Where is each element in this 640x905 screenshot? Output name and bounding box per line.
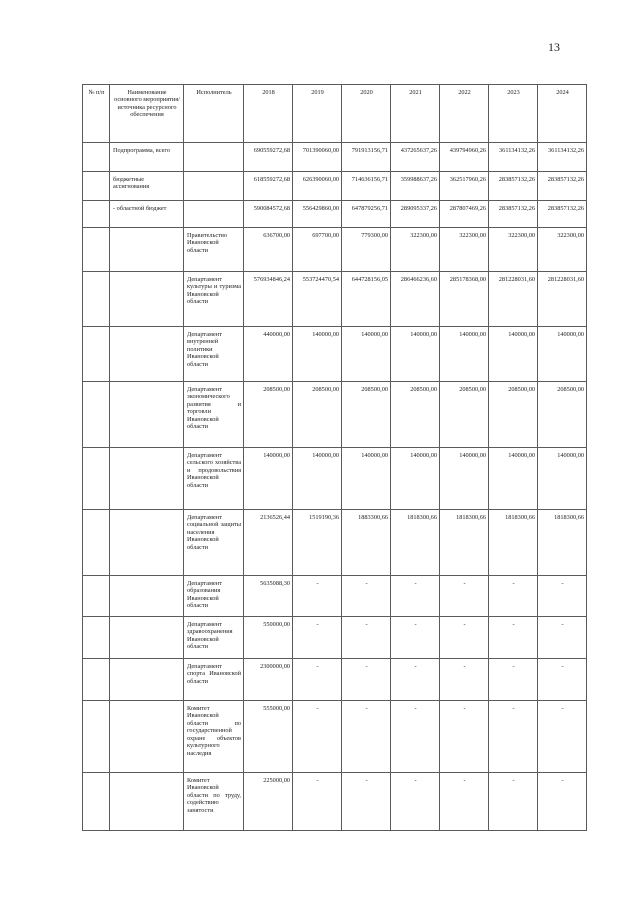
row-value-cell: 140000,00 [391,448,440,510]
row-executor-cell: Департамент социальной защиты населения Ивановской области [184,510,244,576]
row-value-cell: 140000,00 [440,327,489,382]
table-row [83,701,587,773]
row-value-cell: 322300,00 [440,228,489,272]
table-row [83,773,587,831]
row-value-cell: - [342,701,391,773]
row-executor-cell: Департамент здравоохранения Ивановской области [184,617,244,659]
page-number: 13 [548,40,560,54]
row-value-cell: - [342,576,391,617]
row-value-cell: - [342,659,391,701]
row-executor-cell: Правительство Ивановской области [184,228,244,272]
row-value-cell: - [293,576,342,617]
row-value-cell: - [391,617,440,659]
row-value-cell: 791913156,71 [342,143,391,172]
row-executor-cell: Департамент образования Ивановской области [184,576,244,617]
row-value-cell: 322300,00 [538,228,587,272]
table-row [83,327,587,382]
row-value-cell: - [391,773,440,831]
row-name-cell: Подпрограмма, всего [110,143,184,172]
row-value-cell: 2136526,44 [244,510,293,576]
row-name-cell [110,701,184,773]
row-value-cell: 208500,00 [538,382,587,448]
table-row [83,510,587,576]
row-value-cell: 690559272,68 [244,143,293,172]
row-value-cell: 283857132,26 [538,201,587,228]
row-name-cell: бюджетные ассигнования [110,172,184,201]
row-value-cell: 1883300,66 [342,510,391,576]
row-value-cell: 283857132,26 [489,201,538,228]
row-value-cell: - [489,576,538,617]
row-name-cell [110,659,184,701]
row-value-cell: 440000,00 [244,327,293,382]
table-body [83,143,587,831]
row-number-cell [83,382,110,448]
table-row [83,382,587,448]
row-value-cell: 286466236,60 [391,272,440,327]
table-row [83,272,587,327]
row-name-cell [110,327,184,382]
row-value-cell: - [293,701,342,773]
row-name-cell [110,448,184,510]
row-value-cell: 644728156,05 [342,272,391,327]
row-number-cell [83,510,110,576]
row-value-cell: - [538,659,587,701]
row-value-cell: 2300000,00 [244,659,293,701]
row-value-cell: 779300,00 [342,228,391,272]
row-executor-cell: Департамент сельского хозяйства и продовольствия Ивановской области [184,448,244,510]
row-value-cell: - [440,576,489,617]
row-value-cell: 283857132,26 [538,172,587,201]
row-value-cell: - [391,576,440,617]
row-value-cell: - [440,773,489,831]
row-name-cell [110,510,184,576]
row-name-cell [110,228,184,272]
row-value-cell: 140000,00 [342,327,391,382]
row-executor-cell: Департамент культуры и туризма Ивановской области [184,272,244,327]
row-number-cell [83,659,110,701]
row-value-cell: 287807469,26 [440,201,489,228]
row-name-cell: - областной бюджет [110,201,184,228]
row-value-cell: 140000,00 [391,327,440,382]
row-value-cell: 140000,00 [293,448,342,510]
row-value-cell: 647879256,71 [342,201,391,228]
header-cell-year: 2021 [391,85,440,143]
row-value-cell: 140000,00 [489,448,538,510]
row-value-cell: - [391,659,440,701]
table-row [83,576,587,617]
row-value-cell: - [440,701,489,773]
header-cell-number: № п/п [83,85,110,143]
row-executor-cell: Департамент экономического развития и торговли Ивановской области [184,382,244,448]
table-row [83,172,587,201]
row-value-cell: - [489,701,538,773]
row-executor-cell: Департамент внутренней политики Ивановской области [184,327,244,382]
row-value-cell: - [538,576,587,617]
row-value-cell: - [342,617,391,659]
row-value-cell: 590084572,68 [244,201,293,228]
row-value-cell: - [538,701,587,773]
row-value-cell: 283857132,26 [489,172,538,201]
table-row [83,659,587,701]
row-number-cell [83,172,110,201]
row-value-cell: 618559272,68 [244,172,293,201]
row-value-cell: - [293,659,342,701]
row-name-cell [110,272,184,327]
row-value-cell: 553724470,54 [293,272,342,327]
row-value-cell: 208500,00 [293,382,342,448]
row-value-cell: 208500,00 [391,382,440,448]
row-executor-cell [184,172,244,201]
header-cell-year: 2018 [244,85,293,143]
row-value-cell: 714636156,71 [342,172,391,201]
row-value-cell: 1818300,66 [440,510,489,576]
row-value-cell: - [489,659,538,701]
table-row [83,201,587,228]
row-value-cell: 281228031,60 [489,272,538,327]
funding-table [82,84,587,831]
row-value-cell: - [538,773,587,831]
row-value-cell: 701390060,00 [293,143,342,172]
row-value-cell: 225000,00 [244,773,293,831]
row-value-cell: - [538,617,587,659]
row-value-cell: 556429860,00 [293,201,342,228]
row-name-cell [110,382,184,448]
row-value-cell: 322300,00 [489,228,538,272]
row-value-cell: 208500,00 [489,382,538,448]
table-row [83,617,587,659]
row-number-cell [83,576,110,617]
row-number-cell [83,228,110,272]
row-value-cell: 359988637,26 [391,172,440,201]
row-value-cell: 626390060,00 [293,172,342,201]
row-value-cell: 555000,00 [244,701,293,773]
row-value-cell: 1818300,66 [538,510,587,576]
row-value-cell: 437265637,26 [391,143,440,172]
row-value-cell: 362517960,26 [440,172,489,201]
row-value-cell: - [440,659,489,701]
row-value-cell: 289095337,26 [391,201,440,228]
row-number-cell [83,448,110,510]
row-value-cell: 1818300,66 [391,510,440,576]
row-value-cell: - [489,617,538,659]
row-value-cell: - [342,773,391,831]
table-row [83,228,587,272]
row-value-cell: 140000,00 [244,448,293,510]
row-value-cell: 361134132,26 [489,143,538,172]
row-executor-cell: Департамент спорта Ивановской области [184,659,244,701]
row-value-cell: 208500,00 [342,382,391,448]
row-value-cell: 140000,00 [538,448,587,510]
row-value-cell: - [293,773,342,831]
row-value-cell: 140000,00 [489,327,538,382]
row-value-cell: 5635088,30 [244,576,293,617]
header-cell-executor: Исполнитель [184,85,244,143]
row-value-cell: 550000,00 [244,617,293,659]
header-cell-year: 2023 [489,85,538,143]
row-value-cell: 439794960,26 [440,143,489,172]
table-row [83,448,587,510]
row-value-cell: 322300,00 [391,228,440,272]
row-value-cell: 1818300,66 [489,510,538,576]
row-value-cell: 140000,00 [538,327,587,382]
header-cell-name: Наименование основного мероприятия/источника ресурсного обеспечения [110,85,184,143]
row-executor-cell [184,143,244,172]
row-value-cell: 285178368,00 [440,272,489,327]
row-value-cell: 208500,00 [244,382,293,448]
table-header-row [83,85,587,143]
row-value-cell: 576934846,24 [244,272,293,327]
row-value-cell: 140000,00 [342,448,391,510]
row-number-cell [83,327,110,382]
row-value-cell: - [440,617,489,659]
row-value-cell: 140000,00 [293,327,342,382]
row-name-cell [110,576,184,617]
header-cell-year: 2024 [538,85,587,143]
row-number-cell [83,143,110,172]
row-value-cell: - [489,773,538,831]
row-value-cell: 697700,00 [293,228,342,272]
row-executor-cell: Комитет Ивановской области по государственной охране объектов культурного наследия [184,701,244,773]
row-number-cell [83,701,110,773]
row-name-cell [110,773,184,831]
row-value-cell: - [293,617,342,659]
row-value-cell: 361134132,26 [538,143,587,172]
row-executor-cell: Комитет Ивановской области по труду, содействию занятости [184,773,244,831]
row-number-cell [83,617,110,659]
row-value-cell: 140000,00 [440,448,489,510]
row-number-cell [83,773,110,831]
row-number-cell [83,272,110,327]
row-value-cell: 208500,00 [440,382,489,448]
header-cell-year: 2022 [440,85,489,143]
table-row [83,143,587,172]
row-number-cell [83,201,110,228]
row-value-cell: - [391,701,440,773]
row-value-cell: 281228031,60 [538,272,587,327]
row-name-cell [110,617,184,659]
header-cell-year: 2020 [342,85,391,143]
row-executor-cell [184,201,244,228]
row-value-cell: 636700,00 [244,228,293,272]
row-value-cell: 1519190,36 [293,510,342,576]
header-cell-year: 2019 [293,85,342,143]
